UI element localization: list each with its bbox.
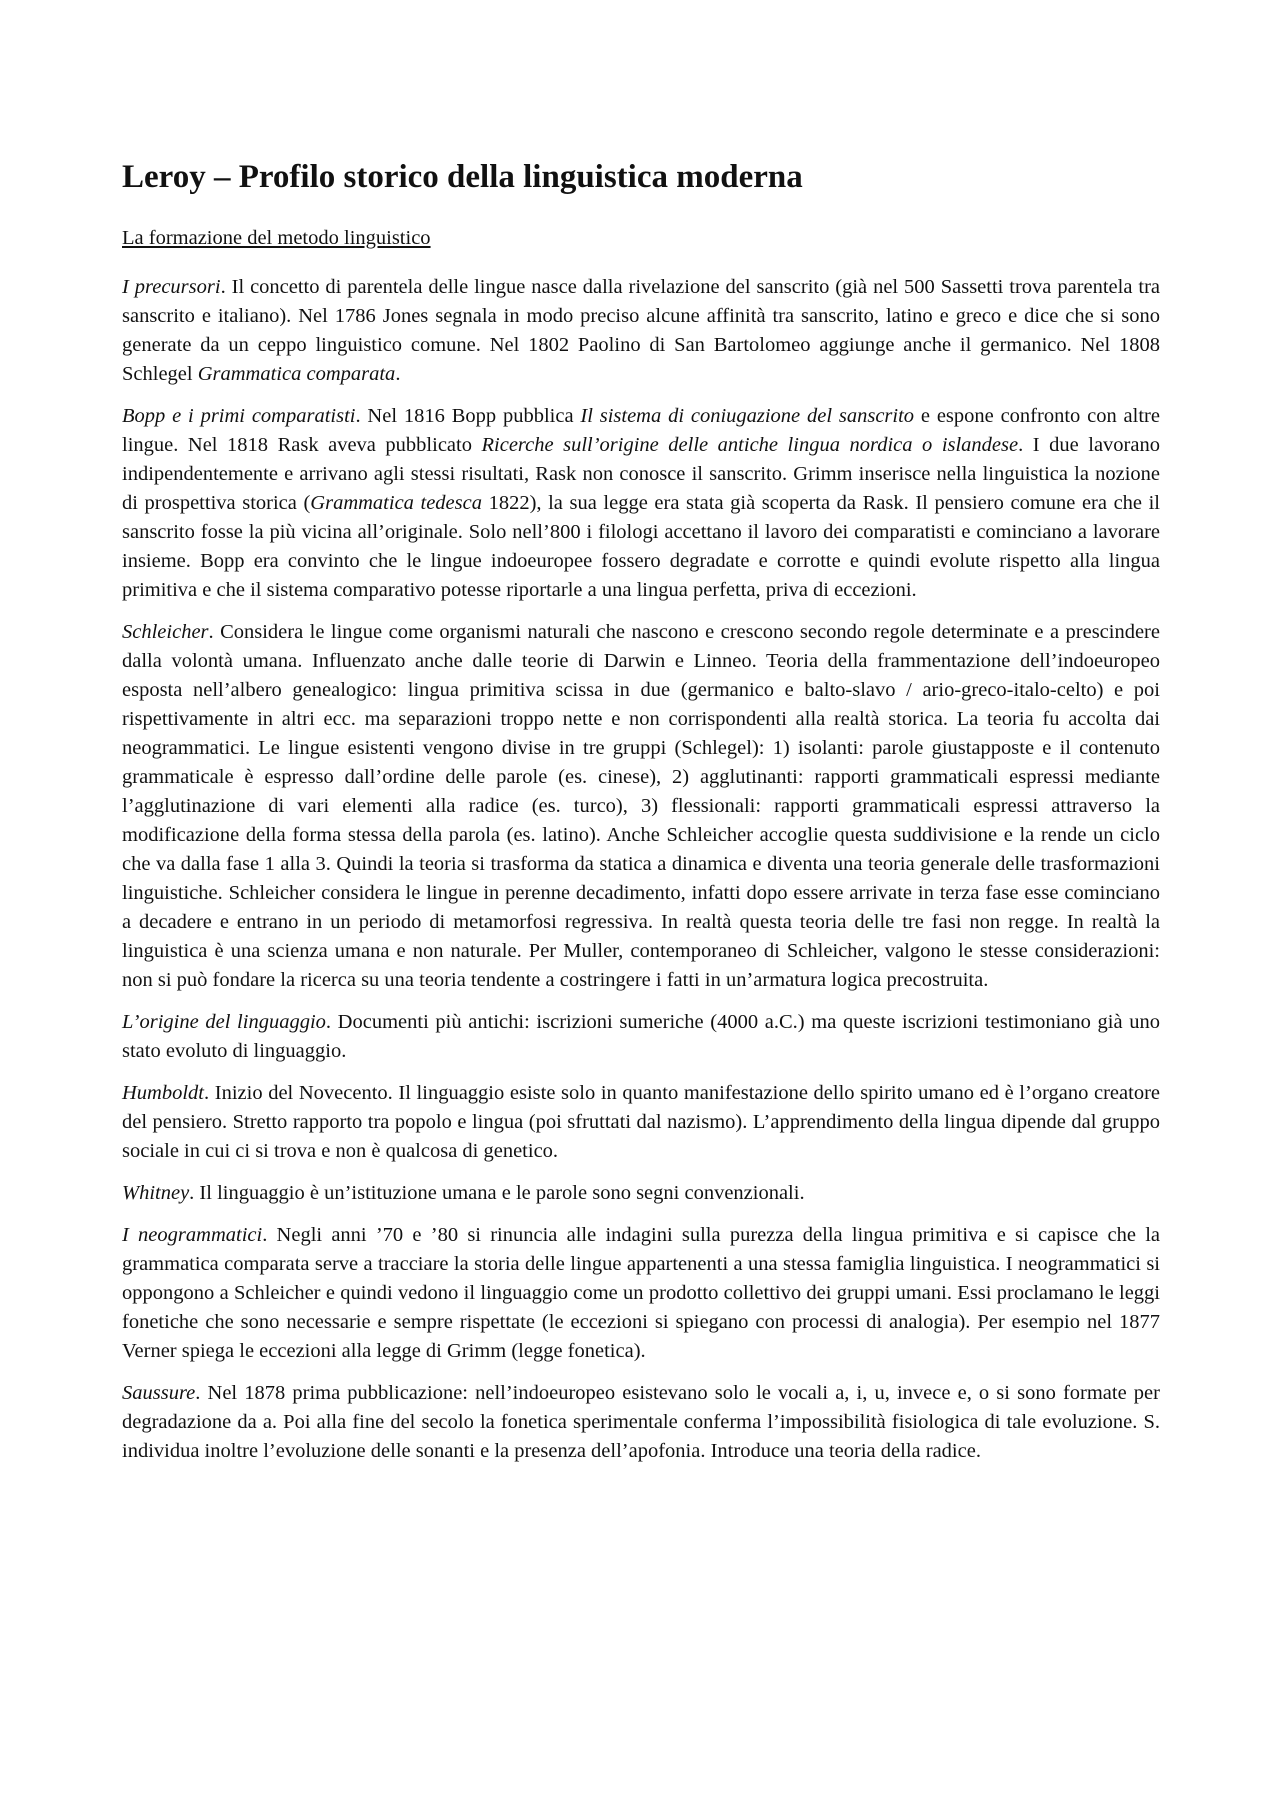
text-run: . Documenti più antichi: iscrizioni sumeriche (4000 a.C.) ma queste iscrizioni testimoniano già uno stato evoluto di linguaggio. bbox=[122, 1010, 1160, 1062]
italic-text: Grammatica comparata bbox=[197, 362, 396, 385]
paragraph bbox=[122, 1079, 1160, 1166]
italic-text: Il sistema di coniugazione del sanscrito bbox=[580, 404, 915, 427]
paragraph bbox=[122, 1221, 1160, 1366]
text-run: . bbox=[395, 362, 401, 385]
italic-text: Bopp e i primi comparatisti bbox=[122, 404, 356, 427]
italic-text: Saussure bbox=[122, 1381, 196, 1404]
italic-text: Ricerche sull’origine delle antiche lingua nordica o islandese bbox=[481, 433, 1019, 456]
text-run: . Nel 1878 prima pubblicazione: nell’indoeuropeo esistevano solo le vocali a, i, u, invece e, o si sono formate per degradazione da a. Poi alla fine del secolo la fonetica sperimentale conferma l’impossibilità fisiologica di tale evoluzione. S. individua inoltre l’evoluzione delle sonanti e la presenza dell’apofonia. Introduce una teoria della radice. bbox=[122, 1381, 1160, 1462]
document-page bbox=[122, 158, 1160, 1479]
text-run: . Inizio del Novecento. Il linguaggio esiste solo in quanto manifestazione dello spirito umano ed è l’organo creatore del pensiero. Stretto rapporto tra popolo e lingua (poi sfruttati dal nazismo). L’apprendimento della lingua dipende dal gruppo sociale in cui ci si trova e non è qualcosa di genetico. bbox=[122, 1081, 1160, 1162]
document-body bbox=[122, 273, 1160, 1466]
paragraph bbox=[122, 618, 1160, 995]
text-run: . I due lavorano indipendentemente e arrivano agli stessi risultati, Rask non conosce il sanscrito. Grimm inserisce nella linguistica la nozione di prospettiva storica ( bbox=[122, 433, 1160, 514]
paragraph bbox=[122, 1379, 1160, 1466]
text-run: . Negli anni ’70 e ’80 si rinuncia alle indagini sulla purezza della lingua primitiva e si capisce che la grammatica comparata serve a tracciare la storia delle lingue appartenenti a una stessa famiglia linguistica. I neogrammatici si oppongono a Schleicher e quindi vedono il linguaggio come un prodotto collettivo dei gruppi umani. Essi proclamano le leggi fonetiche che sono necessarie e sempre rispettate (le eccezioni si spiegano con processi di analogia). Per esempio nel 1877 Verner spiega le eccezioni alla legge di Grimm (legge fonetica). bbox=[122, 1223, 1160, 1362]
italic-text: Humboldt bbox=[122, 1081, 204, 1104]
text-run: . Nel 1816 Bopp pubblica bbox=[355, 404, 581, 427]
text-run: . Il linguaggio è un’istituzione umana e le parole sono segni convenzionali. bbox=[189, 1181, 805, 1204]
text-run: e espone confronto con altre lingue. Nel 1818 Rask aveva pubblicato bbox=[122, 404, 1160, 456]
italic-text: Whitney bbox=[122, 1181, 190, 1204]
italic-text: I precursori bbox=[122, 275, 221, 298]
paragraph bbox=[122, 273, 1160, 389]
paragraph bbox=[122, 1179, 1160, 1208]
text-run: . Il concetto di parentela delle lingue nasce dalla rivelazione del sanscrito (già nel 500 Sassetti trova parentela tra sanscrito e italiano). Nel 1786 Jones segnala in modo preciso alcune affinità tra sanscrito, latino e greco e dice che si sono generate da un ceppo linguistico comune. Nel 1802 Paolino di San Bartolomeo aggiunge anche il germanico. Nel 1808 Schlegel bbox=[122, 275, 1160, 385]
text-run: 1822), la sua legge era stata già scoperta da Rask. Il pensiero comune era che il sanscrito fosse la più vicina all’originale. Solo nell’800 i filologi accettano il lavoro dei comparatisti e cominciano a lavorare insieme. Bopp era convinto che le lingue indoeuropee fossero degradate e corrotte e quindi evolute rispetto alla lingua primitiva e che il sistema comparativo potesse riportarle a una lingua perfetta, priva di eccezioni. bbox=[122, 491, 1160, 601]
italic-text: Schleicher bbox=[122, 620, 209, 643]
section-heading: La formazione del metodo linguistico bbox=[122, 226, 431, 249]
document-title: Leroy – Profilo storico della linguistica moderna bbox=[122, 159, 803, 195]
paragraph bbox=[122, 402, 1160, 605]
text-run: . Considera le lingue come organismi naturali che nascono e crescono secondo regole determinate e a prescindere dalla volontà umana. Influenzato anche dalle teorie di Darwin e Linneo. Teoria della frammentazione dell’indoeuropeo esposta nell’albero genealogico: lingua primitiva scissa in due (germanico e balto-slavo / ario-greco-italo-celto) e poi rispettivamente in altri ecc. ma separazioni troppo nette e non corrispondenti alla realtà storica. La teoria fu accolta dai neogrammatici. Le lingue esistenti vengono divise in tre gruppi (Schlegel): 1) isolanti: parole giustapposte e il contenuto grammaticale è espresso dall’ordine delle parole (es. cinese), 2) agglutinanti: rapporti grammaticali espressi mediante l’agglutinazione di vari elementi alla radice (es. turco), 3) flessionali: rapporti grammaticali espressi attraverso la modificazione della forma stessa della parola (es. latino). Anche Schleicher accoglie questa suddivisione e la rende un ciclo che va dalla fase 1 alla 3. Quindi la teoria si trasforma da statica a dinamica e diventa una teoria generale delle trasformazioni linguistiche. Schleicher considera le lingue in perenne decadimento, infatti dopo essere arrivate in terza fase esse cominciano a decadere e entrano in un periodo di metamorfosi regressiva. In realtà questa teoria delle tre fasi non regge. In realtà la linguistica è una scienza umana e non naturale. Per Muller, contemporaneo di Schleicher, valgono le stesse considerazioni: non si può fondare la ricerca su una teoria tendente a costringere i fatti in un’armatura logica precostruita. bbox=[122, 620, 1160, 991]
italic-text: L’origine del linguaggio bbox=[122, 1010, 326, 1033]
italic-text: I neogrammatici bbox=[122, 1223, 263, 1246]
italic-text: Grammatica tedesca bbox=[310, 491, 482, 514]
paragraph bbox=[122, 1008, 1160, 1066]
